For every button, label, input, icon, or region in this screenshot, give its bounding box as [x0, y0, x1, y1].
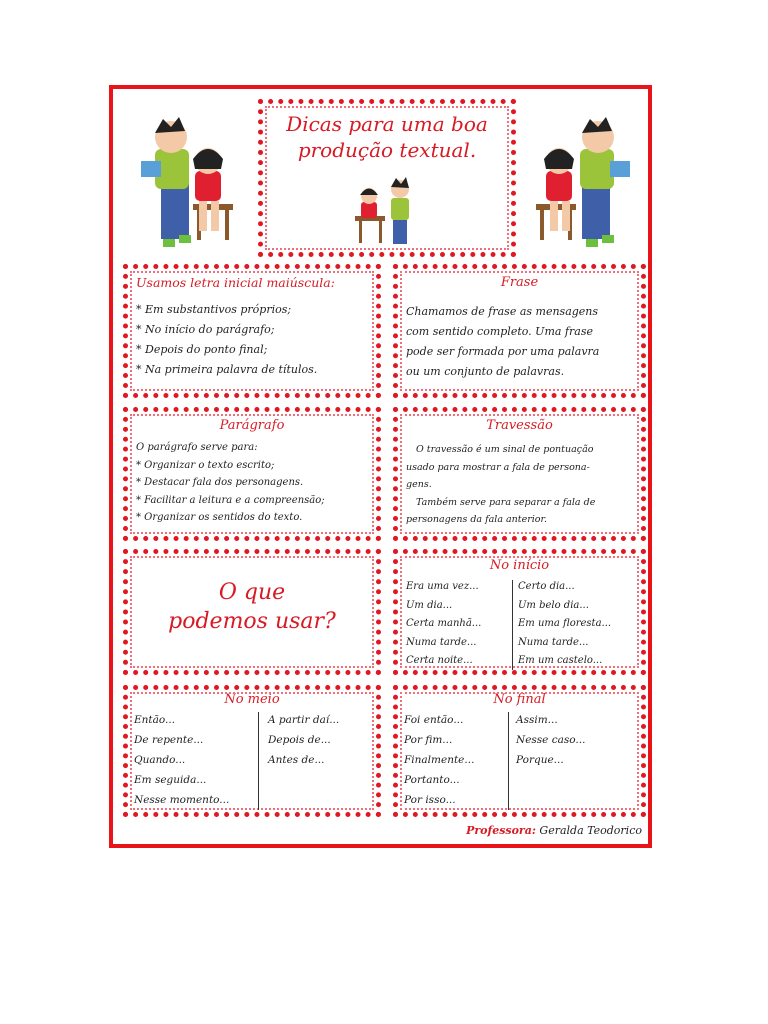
kids-illustration-right: [526, 109, 636, 259]
travessao-line: Também serve para separar a fala de: [416, 496, 596, 508]
travessao-line: personagens da fala anterior.: [406, 514, 548, 525]
frase-box: [393, 264, 646, 398]
paragrafo-line: * Facilitar a leitura e a compreensão;: [136, 494, 325, 506]
meio-box: [123, 685, 381, 817]
maiuscula-title: Usamos letra inicial maiúscula:: [136, 275, 335, 290]
travessao-box: [393, 407, 646, 541]
inicio-item: Um dia...: [406, 599, 453, 611]
page-title-line1: Dicas para uma boa: [286, 112, 488, 136]
maiuscula-item: * Em substantivos próprios;: [136, 303, 292, 316]
kids-illustration-left: [133, 109, 243, 259]
final-title: No final: [493, 692, 546, 707]
travessao-line: usado para mostrar a fala de persona-: [406, 461, 590, 473]
maiuscula-box: [123, 264, 381, 398]
final-item: Foi então...: [404, 714, 464, 726]
inicio-item: Um belo dia...: [518, 599, 589, 611]
final-item: Porque...: [516, 754, 564, 766]
paragrafo-line: O parágrafo serve para:: [136, 442, 258, 453]
page-title-line2: produção textual.: [297, 138, 477, 162]
column-divider: [512, 580, 513, 670]
travessao-line: O travessão é um sinal de pontuação: [416, 444, 594, 455]
inicio-item: Em um castelo...: [518, 655, 603, 666]
meio-item: Antes de...: [268, 754, 325, 766]
footer-credit: [466, 824, 642, 837]
final-item: Finalmente...: [404, 754, 475, 766]
travessao-line: gens.: [406, 479, 432, 490]
paragrafo-title: Parágrafo: [219, 418, 285, 433]
meio-item: Então...: [134, 714, 176, 726]
meio-item: Depois de...: [268, 734, 331, 746]
column-divider: [258, 712, 259, 810]
meio-item: Nesse momento...: [134, 794, 230, 806]
footer-label: Professora:: [466, 824, 536, 837]
column-divider: [508, 712, 509, 810]
inicio-item: Era uma vez...: [406, 581, 479, 592]
paragrafo-line: * Organizar o texto escrito;: [136, 459, 275, 471]
travessao-title: Travessão: [486, 418, 553, 433]
maiuscula-item: * Na primeira palavra de títulos.: [136, 363, 318, 376]
final-item: Por fim...: [404, 734, 453, 746]
meio-item: A partir daí...: [268, 714, 340, 726]
meio-item: Em seguida...: [134, 774, 207, 786]
usar-line2: podemos usar?: [168, 609, 336, 634]
final-item: Nesse caso...: [516, 734, 586, 746]
inicio-item: Em uma floresta...: [518, 618, 612, 629]
final-item: Portanto...: [404, 774, 460, 786]
meio-item: Quando...: [134, 754, 186, 766]
inicio-item: Certa manhã...: [406, 618, 482, 629]
poster: [109, 85, 652, 848]
meio-item: De repente...: [134, 734, 204, 746]
maiuscula-item: * Depois do ponto final;: [136, 343, 268, 356]
inicio-box: [393, 549, 646, 675]
footer-name: Geralda Teodorico: [539, 824, 642, 837]
inicio-item: Numa tarde...: [518, 636, 589, 648]
paragrafo-line: * Destacar fala dos personagens.: [136, 477, 304, 488]
title-box: [258, 99, 516, 257]
inicio-item: Numa tarde...: [406, 636, 477, 648]
usar-box: [123, 549, 381, 675]
frase-line: Chamamos de frase as mensagens: [406, 305, 599, 318]
usar-line1: O que: [218, 580, 286, 605]
frase-title: Frase: [500, 275, 539, 290]
final-item: Assim...: [516, 714, 558, 726]
paragrafo-box: [123, 407, 381, 541]
kids-illustration-center: [351, 176, 421, 248]
meio-title: No meio: [224, 692, 280, 707]
paragrafo-line: * Organizar os sentidos do texto.: [136, 512, 303, 523]
final-item: Por isso...: [404, 794, 456, 806]
frase-line: pode ser formada por uma palavra: [406, 345, 600, 358]
frase-line: ou um conjunto de palavras.: [406, 365, 565, 378]
inicio-item: Certo dia...: [518, 581, 575, 592]
inicio-title: No início: [489, 558, 550, 573]
final-box: [393, 685, 646, 817]
inicio-item: Certa noite...: [406, 655, 473, 666]
maiuscula-item: * No início do parágrafo;: [136, 323, 275, 336]
frase-line: com sentido completo. Uma frase: [406, 325, 593, 338]
